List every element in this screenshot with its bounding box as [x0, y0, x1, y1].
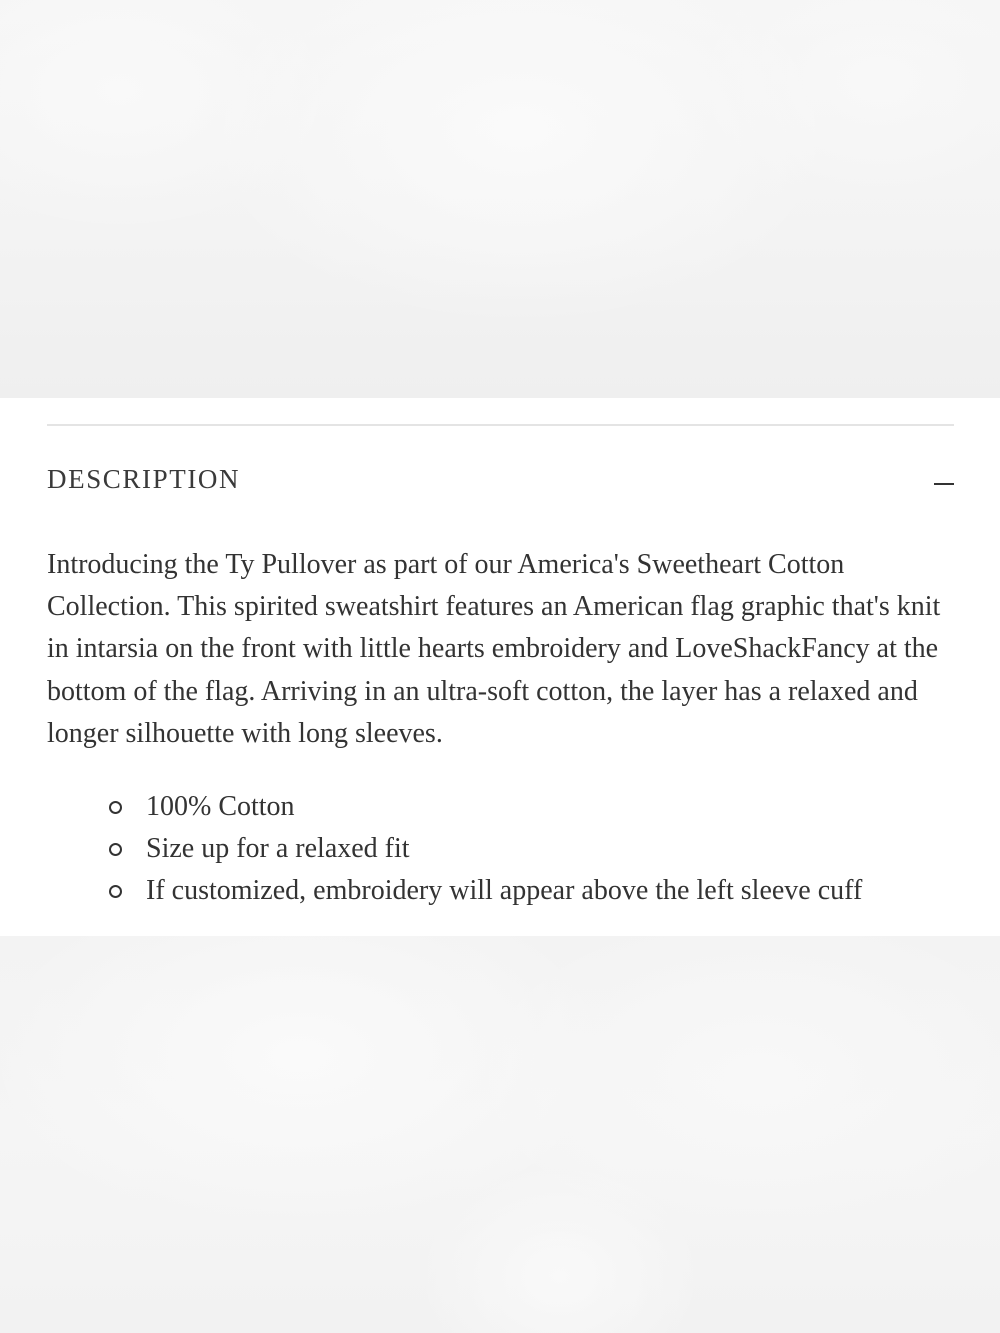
- description-accordion-header[interactable]: [47, 458, 954, 512]
- feature-item: [47, 828, 957, 870]
- minus-icon[interactable]: [934, 483, 954, 485]
- feature-item: [47, 870, 957, 912]
- feature-item: [47, 786, 957, 828]
- blurred-background-bottom: [0, 936, 1000, 1333]
- product-description: Introducing the Ty Pullover as part of our America's Sweetheart Cotton Collection. This spirited sweatshirt features an American flag graphic that's knit in intarsia on the front with little hearts embroidery and LoveShackFancy at the bottom of the flag. Arriving in an ultra-soft cotton, the layer has a relaxed and longer silhouette with long sleeves.: [47, 549, 941, 749]
- description-panel: [0, 398, 1000, 936]
- feature-list: [47, 786, 957, 913]
- hollow-circle-icon: [109, 801, 122, 814]
- hollow-circle-icon: [109, 843, 122, 856]
- feature-text: If customized, embroidery will appear above the left sleeve cuff: [146, 875, 863, 907]
- hollow-circle-icon: [109, 885, 122, 898]
- feature-text: 100% Cotton: [146, 791, 295, 822]
- section-divider: [47, 424, 954, 426]
- description-title: DESCRIPTION: [47, 464, 241, 494]
- feature-text: Size up for a relaxed fit: [146, 833, 410, 865]
- blurred-background-top: [0, 0, 1000, 398]
